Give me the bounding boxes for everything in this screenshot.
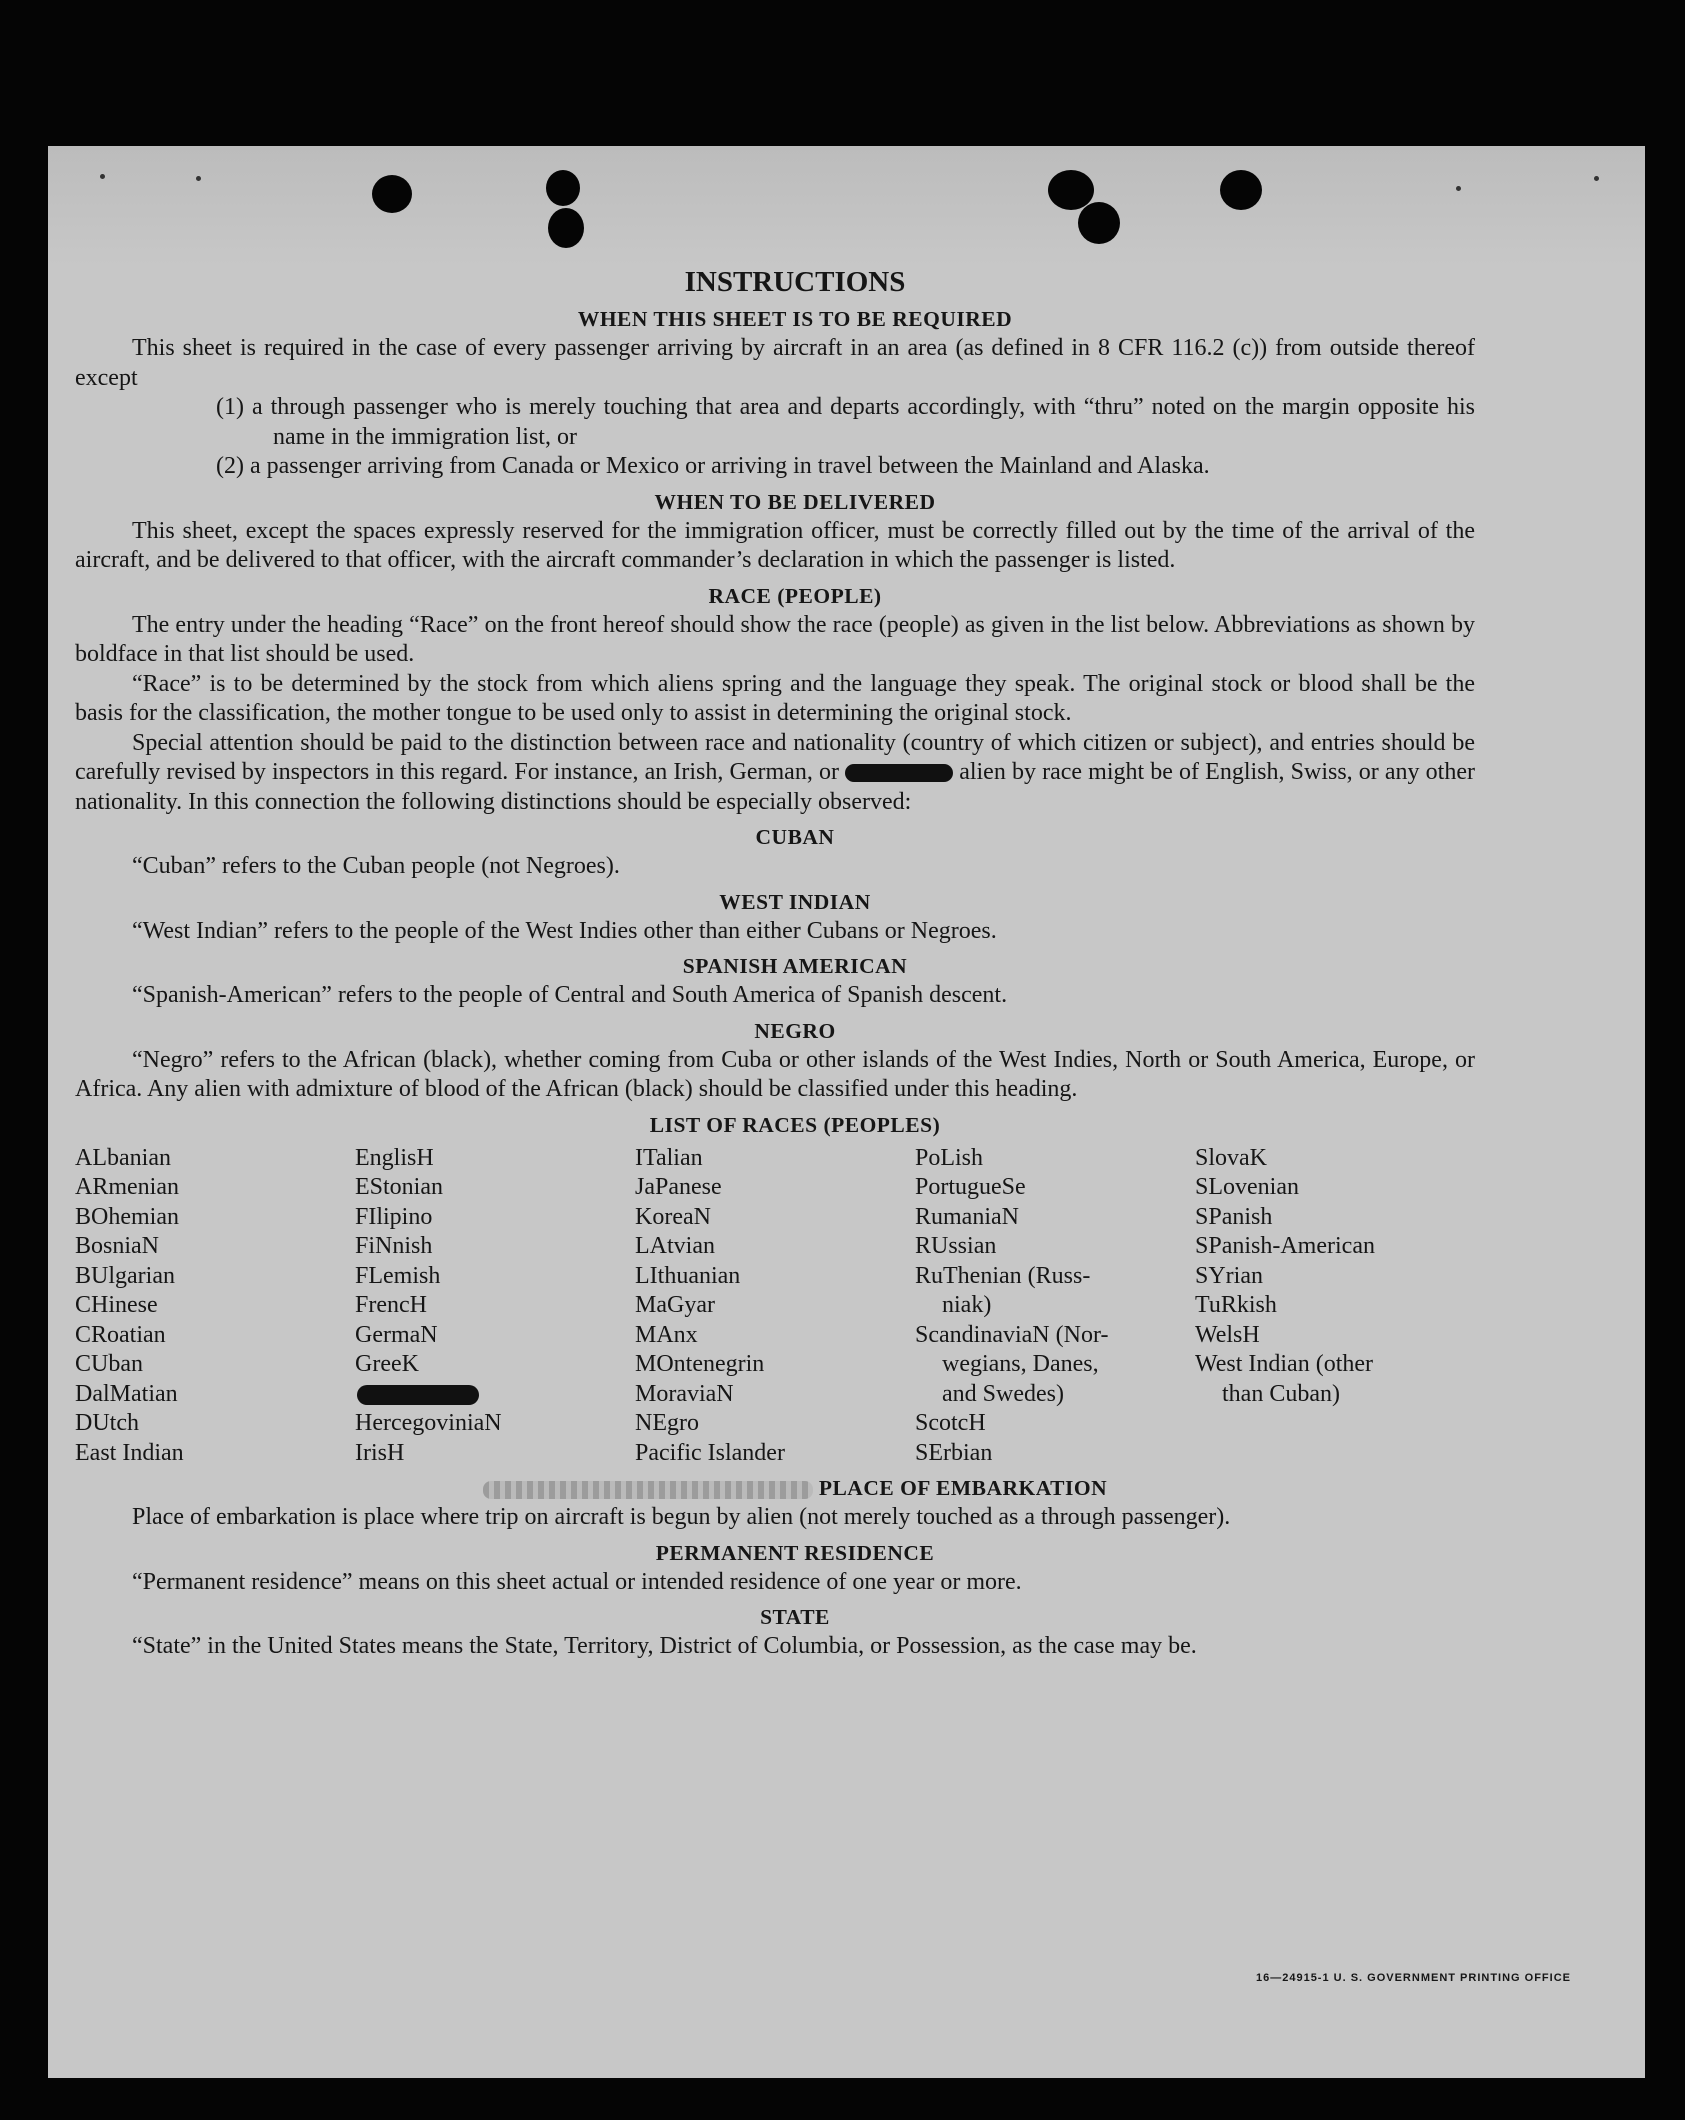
heading-spanish-american: SPANISH AMERICAN xyxy=(682,954,908,978)
race-entry: SErbian xyxy=(915,1439,993,1466)
para-race-1: The entry under the heading “Race” on the front hereof should show the race (people) as given in the list below. Abbreviations as shown by boldface in that list should be used. xyxy=(75,611,1475,667)
race-entry: DUtch xyxy=(75,1410,139,1436)
race-entry: ALbanian xyxy=(75,1144,171,1171)
race-entry: SLovenian xyxy=(1195,1174,1299,1200)
race-entry: EnglisH xyxy=(355,1144,434,1171)
para-negro: “Negro” refers to the African (black), whether coming from Cuba or other islands of the West Indies, North or South America, Europe, or Africa. Any alien with admixture of blood of the African (black) should be classified under this heading. xyxy=(75,1046,1475,1102)
race-column-1 xyxy=(75,1144,355,1469)
para-race-3-part-b: alien by race might be of English, Swiss, or any other nationality. In this connection the following distinctions should be especially observed: xyxy=(75,759,1475,815)
race-entry: ITalian xyxy=(635,1144,703,1171)
heading-when-required: WHEN THIS SHEET IS TO BE REQUIRED xyxy=(577,307,1013,331)
race-entry: DalMatian xyxy=(75,1380,178,1407)
race-entry: BOhemian xyxy=(75,1203,179,1230)
redacted-race-entry xyxy=(355,1380,635,1410)
race-entry: MoraviaN xyxy=(635,1380,734,1407)
punch-hole xyxy=(1048,170,1094,210)
para-race-3 xyxy=(75,729,1475,818)
race-entry: MAnx xyxy=(635,1321,698,1348)
punch-hole xyxy=(1220,170,1262,210)
race-entry: wegians, Danes, xyxy=(942,1351,1099,1377)
race-entry: CUban xyxy=(75,1351,143,1377)
race-entry: EStonian xyxy=(355,1174,443,1200)
race-entry: LIthuanian xyxy=(635,1262,741,1289)
document-sheet xyxy=(48,146,1645,2078)
speck xyxy=(100,174,105,179)
redaction-mark xyxy=(357,1385,479,1405)
race-entry: ARmenian xyxy=(75,1174,179,1200)
instructions-content xyxy=(75,266,1475,1662)
para-race-2: “Race” is to be determined by the stock from which aliens spring and the language they speak. The original stock or blood shall be the basis for the classification, the mother tongue to be used only to assist in determining the original stock. xyxy=(75,670,1475,726)
punch-hole xyxy=(372,175,412,213)
race-column-4 xyxy=(915,1144,1195,1469)
heading-embarkation-text: PLACE OF EMBARKATION xyxy=(818,1476,1108,1500)
printing-office-imprint: 16—24915-1 U. S. GOVERNMENT PRINTING OFFICE xyxy=(1255,1972,1571,1984)
race-entry: ScotcH xyxy=(915,1410,986,1436)
para-state: “State” in the United States means the State, Territory, District of Columbia, or Possession, as the case may be. xyxy=(132,1633,1197,1659)
para-when-required: This sheet is required in the case of every passenger arriving by aircraft in an area (as defined in 8 CFR 116.2 (c)) from outside thereof except xyxy=(75,335,1475,391)
para-west-indian: “West Indian” refers to the people of the West Indies other than either Cubans or Negroes. xyxy=(132,917,997,944)
race-entry: LAtvian xyxy=(635,1233,715,1259)
race-entry: PoLish xyxy=(915,1144,984,1171)
race-entry: SPanish xyxy=(1195,1203,1273,1230)
race-entry: CHinese xyxy=(75,1292,158,1318)
punch-hole xyxy=(1078,202,1120,244)
race-entry: BosniaN xyxy=(75,1233,159,1259)
para-embarkation: Place of embarkation is place where trip on aircraft is begun by alien (not merely touched as a through passenger). xyxy=(132,1504,1231,1530)
race-entry: BUlgarian xyxy=(75,1262,175,1289)
race-entry: SYrian xyxy=(1195,1262,1263,1289)
heading-list-of-races: LIST OF RACES (PEOPLES) xyxy=(649,1112,941,1137)
race-entry: FrencH xyxy=(355,1292,427,1318)
heading-west-indian: WEST INDIAN xyxy=(719,889,871,914)
para-when-delivered: This sheet, except the spaces expressly reserved for the immigration officer, must be correctly filled out by the time of the arrival of the aircraft, and be delivered to that officer, with the aircraft commander’s declaration in which the passenger is listed. xyxy=(75,517,1475,573)
punch-hole xyxy=(546,170,580,206)
race-entry: NEgro xyxy=(635,1410,699,1436)
race-entry: ScandinaviaN (Nor- xyxy=(915,1321,1109,1348)
heading-cuban: CUBAN xyxy=(755,825,835,849)
race-column-3 xyxy=(635,1144,915,1469)
race-entry: CRoatian xyxy=(75,1321,166,1348)
race-column-5 xyxy=(1195,1144,1475,1469)
para-race-3-part-a: Special attention should be paid to the distinction between race and nationality (country of which citizen or subject), and entries should be carefully revised by inspectors in this regard. For instance, an Irish, German, or xyxy=(75,729,1475,785)
race-entry: KoreaN xyxy=(635,1203,711,1230)
race-entry: FIlipino xyxy=(355,1203,433,1230)
race-entry: IrisH xyxy=(355,1439,405,1466)
race-entry: East Indian xyxy=(75,1439,184,1466)
heading-state: STATE xyxy=(760,1605,830,1629)
para-cuban: “Cuban” refers to the Cuban people (not Negroes). xyxy=(132,853,620,879)
race-entry: GreeK xyxy=(355,1351,419,1377)
race-entry: MOntenegrin xyxy=(635,1351,765,1377)
speck xyxy=(196,176,201,181)
punch-hole xyxy=(548,208,584,248)
race-entry: PortugueSe xyxy=(915,1174,1026,1200)
race-entry: than Cuban) xyxy=(1222,1380,1340,1407)
race-entry: GermaN xyxy=(355,1321,438,1348)
race-entry: RuThenian (Russ- xyxy=(915,1262,1091,1289)
speck xyxy=(1594,176,1599,181)
heading-when-delivered: WHEN TO BE DELIVERED xyxy=(654,489,936,514)
race-entry: RUssian xyxy=(915,1233,997,1259)
race-entry: SPanish-American xyxy=(1195,1233,1375,1259)
race-entry: WelsH xyxy=(1195,1321,1260,1348)
race-list xyxy=(75,1144,1475,1469)
race-entry: West Indian (other xyxy=(1195,1351,1374,1377)
race-entry: FLemish xyxy=(355,1262,441,1289)
heading-embarkation xyxy=(75,1476,1475,1501)
race-entry: FiNnish xyxy=(355,1233,433,1259)
race-column-2 xyxy=(355,1144,635,1469)
para-permanent-residence: “Permanent residence” means on this sheet actual or intended residence of one year or more. xyxy=(132,1568,1022,1595)
race-entry: MaGyar xyxy=(635,1292,715,1318)
race-entry: HercegoviniaN xyxy=(355,1410,502,1436)
exception-item-1: (1) a through passenger who is merely touching that area and departs accordingly, with “thru” noted on the margin opposite his name in the immigration list, or xyxy=(216,394,1475,450)
race-entry: niak) xyxy=(942,1292,992,1318)
heading-permanent-residence: PERMANENT RESIDENCE xyxy=(655,1540,935,1565)
race-entry: RumaniaN xyxy=(915,1203,1019,1230)
race-entry: JaPanese xyxy=(635,1174,722,1200)
para-spanish-american: “Spanish-American” refers to the people of Central and South America of Spanish descent. xyxy=(132,982,1008,1008)
race-entry: Pacific Islander xyxy=(635,1439,785,1466)
speck xyxy=(1456,186,1461,191)
race-entry: TuRkish xyxy=(1195,1292,1277,1318)
race-entry: SlovaK xyxy=(1195,1144,1267,1171)
redaction-mark xyxy=(845,764,953,782)
page-title: INSTRUCTIONS xyxy=(684,266,906,298)
heading-race: RACE (PEOPLE) xyxy=(708,583,882,608)
exception-item-2: (2) a passenger arriving from Canada or Mexico or arriving in travel between the Mainland and Alaska. xyxy=(216,453,1210,479)
sheet-top-band xyxy=(48,146,1645,266)
race-entry: and Swedes) xyxy=(942,1380,1064,1407)
heading-negro: NEGRO xyxy=(754,1018,836,1043)
smudge-mark xyxy=(483,1481,813,1499)
